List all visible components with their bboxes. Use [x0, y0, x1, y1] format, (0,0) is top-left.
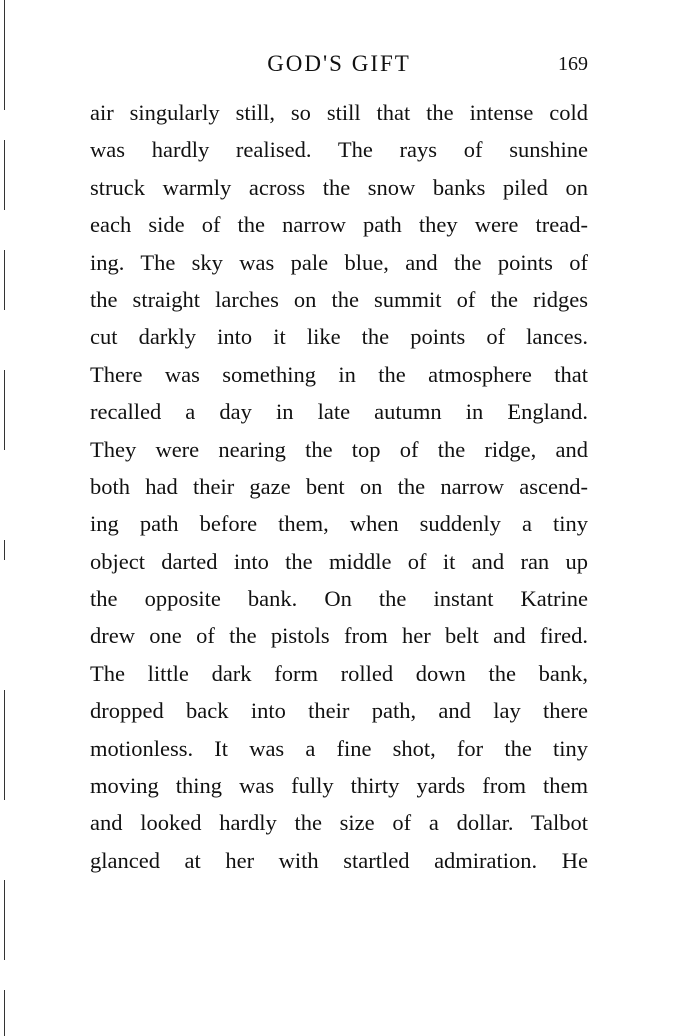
text-line: recalled a day in late autumn in England. — [90, 399, 588, 425]
edge-line — [4, 690, 5, 800]
text-line: each side of the narrow path they were tread- — [90, 212, 588, 238]
text-line: both had their gaze bent on the narrow ascend- — [90, 473, 588, 499]
text-line: cut darkly into it like the points of lances. — [90, 324, 588, 350]
text-line: ing. The sky was pale blue, and the points of — [90, 249, 588, 275]
text-line: They were nearing the top of the ridge, and — [90, 436, 588, 462]
edge-line — [4, 140, 5, 210]
text-line: There was something in the atmosphere that — [90, 361, 588, 387]
body-text — [90, 94, 588, 879]
page-number: 169 — [558, 53, 588, 75]
text-line: glanced at her with startled admiration. He — [90, 847, 588, 873]
running-title: GOD'S GIFT — [267, 51, 411, 76]
edge-line — [4, 370, 5, 450]
edge-line — [4, 880, 5, 960]
text-line: moving thing was fully thirty yards from them — [90, 773, 588, 799]
text-line: The little dark form rolled down the bank, — [90, 660, 588, 686]
text-line: ing path before them, when suddenly a tiny — [90, 511, 588, 537]
text-line: drew one of the pistols from her belt and fired. — [90, 623, 588, 649]
text-line: air singularly still, so still that the intense cold — [90, 100, 588, 125]
text-line: dropped back into their path, and lay there — [90, 698, 588, 724]
edge-line — [4, 540, 5, 560]
text-line: was hardly realised. The rays of sunshine — [90, 137, 588, 163]
text-line: struck warmly across the snow banks piled on — [90, 174, 588, 200]
text-line: motionless. It was a fine shot, for the tiny — [90, 735, 588, 761]
edge-line — [4, 250, 5, 310]
page-header — [90, 48, 588, 80]
text-line: the opposite bank. On the instant Katrine — [90, 586, 588, 612]
scan-edge-artifact — [0, 0, 10, 1036]
edge-line — [4, 990, 5, 1036]
text-line: and looked hardly the size of a dollar. Talbot — [90, 810, 588, 836]
text-line: the straight larches on the summit of the ridges — [90, 286, 588, 312]
edge-line — [4, 0, 5, 110]
text-line: object darted into the middle of it and ran up — [90, 548, 588, 574]
